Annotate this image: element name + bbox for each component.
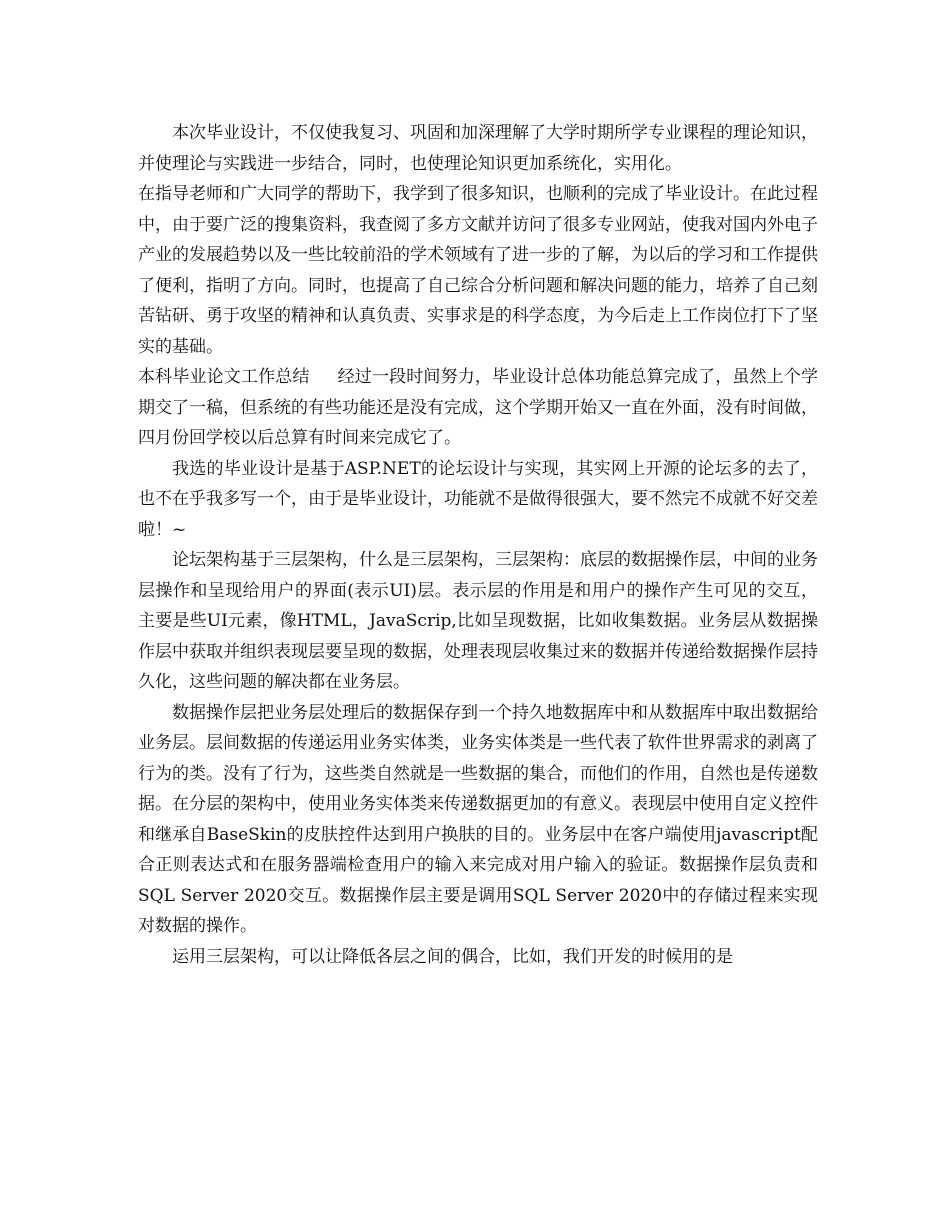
paragraph-research-process: 在指导老师和广大同学的帮助下，我学到了很多知识，也顺利的完成了毕业设计。在此过程中，由于要广泛的搜集资料，我查阅了多方文献并访问了很多专业网站，使我对国内外电子产业的发展趋势以及一些比较前沿的学术领域有了进一步的了解，为以后的学习和工作提供了便利，指明了方向。同时，也提高了自己综合分析问题和解决问题的能力，培养了自己刻苦钻研、勇于攻坚的精神和认真负责、实事求是的科学态度，为今后走上工作岗位打下了坚实的基础。 [138, 184, 818, 357]
paragraph-data-layer: 数据操作层把业务层处理后的数据保存到一个持久地数据库中和从数据库中取出数据给业务层。层间数据的传递运用业务实体类，业务实体类是一些代表了软件世界需求的剥离了行为的类。没有了行为，这些类自然就是一些数据的集合，而他们的作用，自然也是传递数据。在分层的架构中，使用业务实体类来传递数据更加的有意义。表现层中使用自定义控件和继承自BaseSkin的皮肤控件达到用户换肤的目的。业务层中在客户端使用javascript配合正则表达式和在服务器端检查用户的输入来完成对用户输入的验证。数据操作层负责和SQL Server 2020交互。数据操作层主要是调用SQL Server 2020中的存储过程来实现对数据的操作。 [138, 702, 818, 936]
document-page [138, 118, 818, 972]
paragraph-three-tier: 论坛架构基于三层架构，什么是三层架构，三层架构：底层的数据操作层，中间的业务层操作和呈现给用户的界面(表示UI)层。表示层的作用是和用户的操作产生可见的交互，主要是些UI元素，像HTML，JavaScrip,比如呈现数据，比如收集数据。业务层从数据操作层中获取并组织表现层要呈现的数据，处理表现层收集过来的数据并传递给数据操作层持久化，这些问题的解决都在业务层。 [138, 550, 818, 692]
paragraph-summary-intro: 本次毕业设计，不仅使我复习、巩固和加深理解了大学时期所学专业课程的理论知识，并使理论与实践进一步结合，同时，也使理论知识更加系统化，实用化。 [138, 123, 818, 174]
inline-heading: 本科毕业论文工作总结 [138, 367, 310, 387]
paragraph-work-summary [138, 362, 818, 454]
paragraph-project-choice: 我选的毕业设计是基于ASP.NET的论坛设计与实现，其实网上开源的论坛多的去了，也不在乎我多写一个，由于是毕业设计，功能就不是做得很强大，要不然完不成就不好交差啦！~ [138, 458, 818, 540]
paragraph-work-summary-text: 经过一段时间努力，毕业设计总体功能总算完成了，虽然上个学期交了一稿，但系统的有些功能还是没有完成，这个学期开始又一直在外面，没有时间做，四月份回学校以后总算有时间来完成它了。 [138, 367, 819, 448]
paragraph-benefits: 运用三层架构，可以让降低各层之间的偶合，比如，我们开发的时候用的是 [172, 946, 733, 967]
